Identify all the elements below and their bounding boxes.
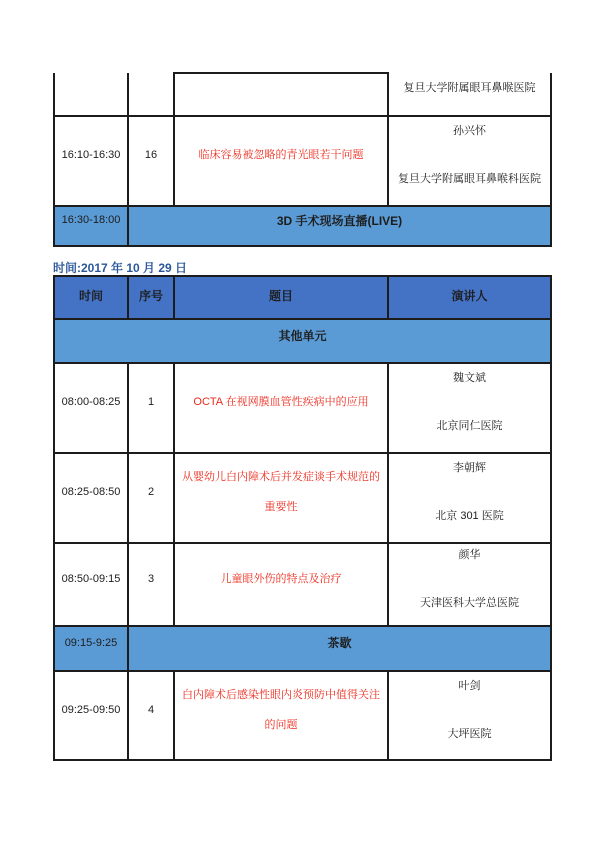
speaker-name: 孙兴怀 (453, 125, 486, 137)
col-header-title: 题目 (174, 276, 388, 319)
cell-no: 4 (128, 671, 174, 760)
cell-title: 白内障术后感染性眼内炎预防中值得关注的问题 (174, 671, 388, 760)
cell-no-cut (128, 73, 174, 116)
cell-time: 09:15-9:25 (54, 626, 128, 671)
cell-time: 08:25-08:50 (54, 453, 128, 543)
partial-table-row (54, 73, 551, 116)
cell-title: OCTA 在视网膜血管性疾病中的应用 (174, 363, 388, 453)
cell-time: 08:00-08:25 (54, 363, 128, 453)
table-row (54, 363, 551, 453)
cell-speaker-cut (388, 73, 551, 116)
speaker-org: 天津医科大学总医院 (420, 596, 519, 609)
cell-time: 08:50-09:15 (54, 543, 128, 626)
schedule-table-day2 (53, 275, 552, 761)
speaker-org: 大坪医院 (447, 727, 492, 740)
cell-title: 从婴幼儿白内障术后并发症谈手术规范的重要性 (174, 453, 388, 543)
cell-no: 2 (128, 453, 174, 543)
cell-speaker (388, 453, 551, 543)
cell-time-cut (54, 73, 128, 116)
cell-time: 16:30-18:00 (54, 206, 128, 246)
cell-title-cut (174, 73, 388, 116)
cell-time: 16:10-16:30 (54, 116, 128, 206)
speaker-org: 复旦大学附属眼耳鼻喉科医院 (398, 173, 541, 185)
cell-no: 1 (128, 363, 174, 453)
date-heading: 时间:2017 年 10 月 29 日 (53, 261, 188, 275)
col-header-time: 时间 (54, 276, 128, 319)
cell-speaker (388, 671, 551, 760)
col-header-no: 序号 (128, 276, 174, 319)
live-broadcast-row (54, 206, 551, 246)
speaker-name: 魏文斌 (453, 372, 486, 384)
cell-speaker (388, 543, 551, 626)
header-row (54, 276, 551, 319)
cell-no: 3 (128, 543, 174, 626)
tea-break-row (54, 626, 551, 671)
cell-no: 16 (128, 116, 174, 206)
table-row (54, 671, 551, 760)
table-row (54, 453, 551, 543)
live-broadcast-label: 3D 手术现场直播(LIVE) (128, 206, 551, 246)
cell-speaker (388, 116, 551, 206)
section-label: 其他单元 (54, 319, 551, 363)
speaker-org: 北京同仁医院 (436, 420, 503, 432)
speaker-org: 复旦大学附属眼耳鼻喉医院 (403, 82, 536, 94)
section-row (54, 319, 551, 363)
speaker-name: 叶剑 (458, 679, 481, 692)
table-row (54, 116, 551, 206)
speaker-name: 颜华 (458, 548, 481, 561)
cell-time: 09:25-09:50 (54, 671, 128, 760)
schedule-table-day1 (53, 72, 552, 247)
cell-title: 临床容易被忽略的青光眼若干问题 (174, 116, 388, 206)
cell-title: 儿童眼外伤的特点及治疗 (174, 543, 388, 626)
speaker-name: 李朝辉 (453, 462, 486, 474)
speaker-org: 北京 301 医院 (435, 510, 504, 522)
table-row (54, 543, 551, 626)
cell-speaker (388, 363, 551, 453)
tea-break-label: 茶歇 (128, 626, 551, 671)
col-header-speaker: 演讲人 (388, 276, 551, 319)
